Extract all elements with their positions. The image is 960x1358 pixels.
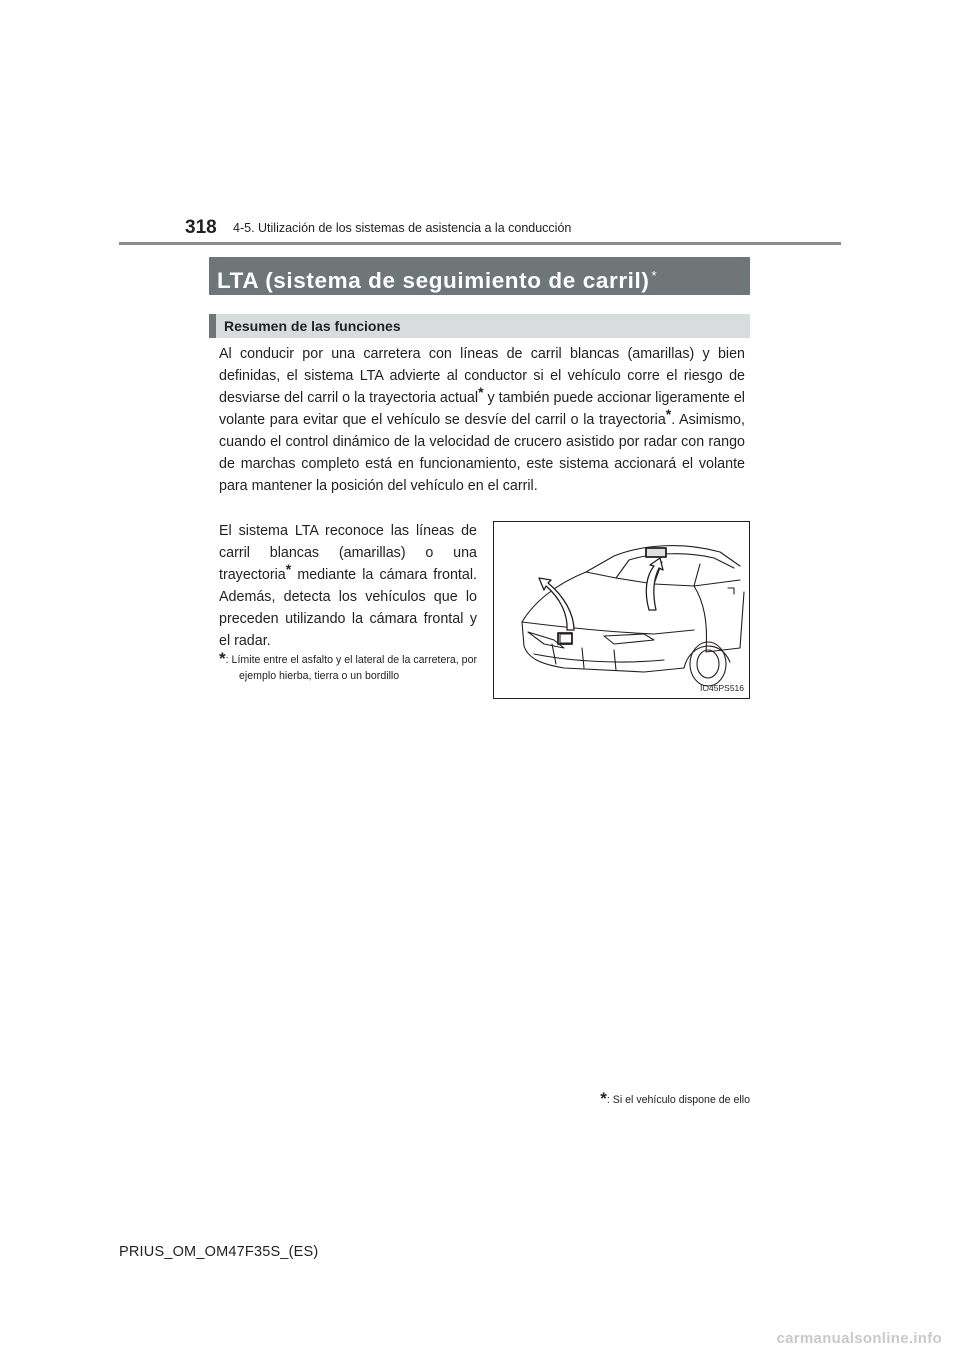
page-title	[209, 257, 750, 295]
footnote-marker: *	[600, 1089, 607, 1108]
note-text: : Límite entre el asfalto y el lateral de la carretera, por ejemplo hierba, tierra o un bordillo	[225, 654, 477, 682]
footnote-text: : Si el vehículo dispone de ello	[606, 1094, 750, 1106]
title-text: LTA (sistema de seguimiento de carril)	[217, 268, 650, 293]
car-drawing	[494, 522, 749, 698]
availability-footnote	[578, 1089, 750, 1109]
intro-text-2: y también puede accionar ligeramente el volante para evitar que el vehículo se desvíe del carril o la trayectoria	[219, 390, 745, 428]
note-marker: *	[219, 649, 226, 668]
subheading: Resumen de las funciones	[209, 314, 750, 338]
intro-star-2: *	[665, 406, 672, 422]
intro-text-3: . Asimismo, cuando el control dinámico de la velocidad de crucero asistido por radar con rango de marchas completo está en funcionamiento, este sistema accionará el volante para mantener la posición del vehículo en el carril.	[219, 412, 745, 494]
car-illustration	[493, 521, 750, 699]
section-heading: 4-5. Utilización de los sistemas de asistencia a la conducción	[233, 221, 572, 235]
boundary-note	[219, 651, 477, 684]
detection-text-1: El sistema LTA reconoce las líneas de carril blancas (amarillas) o una trayectoria	[219, 523, 477, 583]
figure-code: IO45PS516	[700, 683, 744, 693]
document-id: PRIUS_OM_OM47F35S_(ES)	[119, 1244, 319, 1260]
detection-star: *	[285, 561, 292, 577]
detection-paragraph	[219, 520, 477, 652]
intro-star-1: *	[478, 384, 484, 400]
watermark: carmanualsonline.info	[776, 1330, 942, 1347]
detection-text-2: mediante la cámara frontal. Además, detecta los vehículos que lo preceden utilizando la cámara frontal y el radar.	[219, 567, 477, 649]
title-marker: *	[651, 268, 658, 283]
header-rule	[119, 242, 841, 245]
intro-paragraph	[219, 343, 745, 497]
intro-text-1: Al conducir por una carretera con líneas de carril blancas (amarillas) y bien definidas, el sistema LTA advierte al conductor si el vehículo corre el riesgo de desviarse del carril o la trayectoria actual	[219, 346, 745, 406]
page-number: 318	[185, 217, 217, 238]
